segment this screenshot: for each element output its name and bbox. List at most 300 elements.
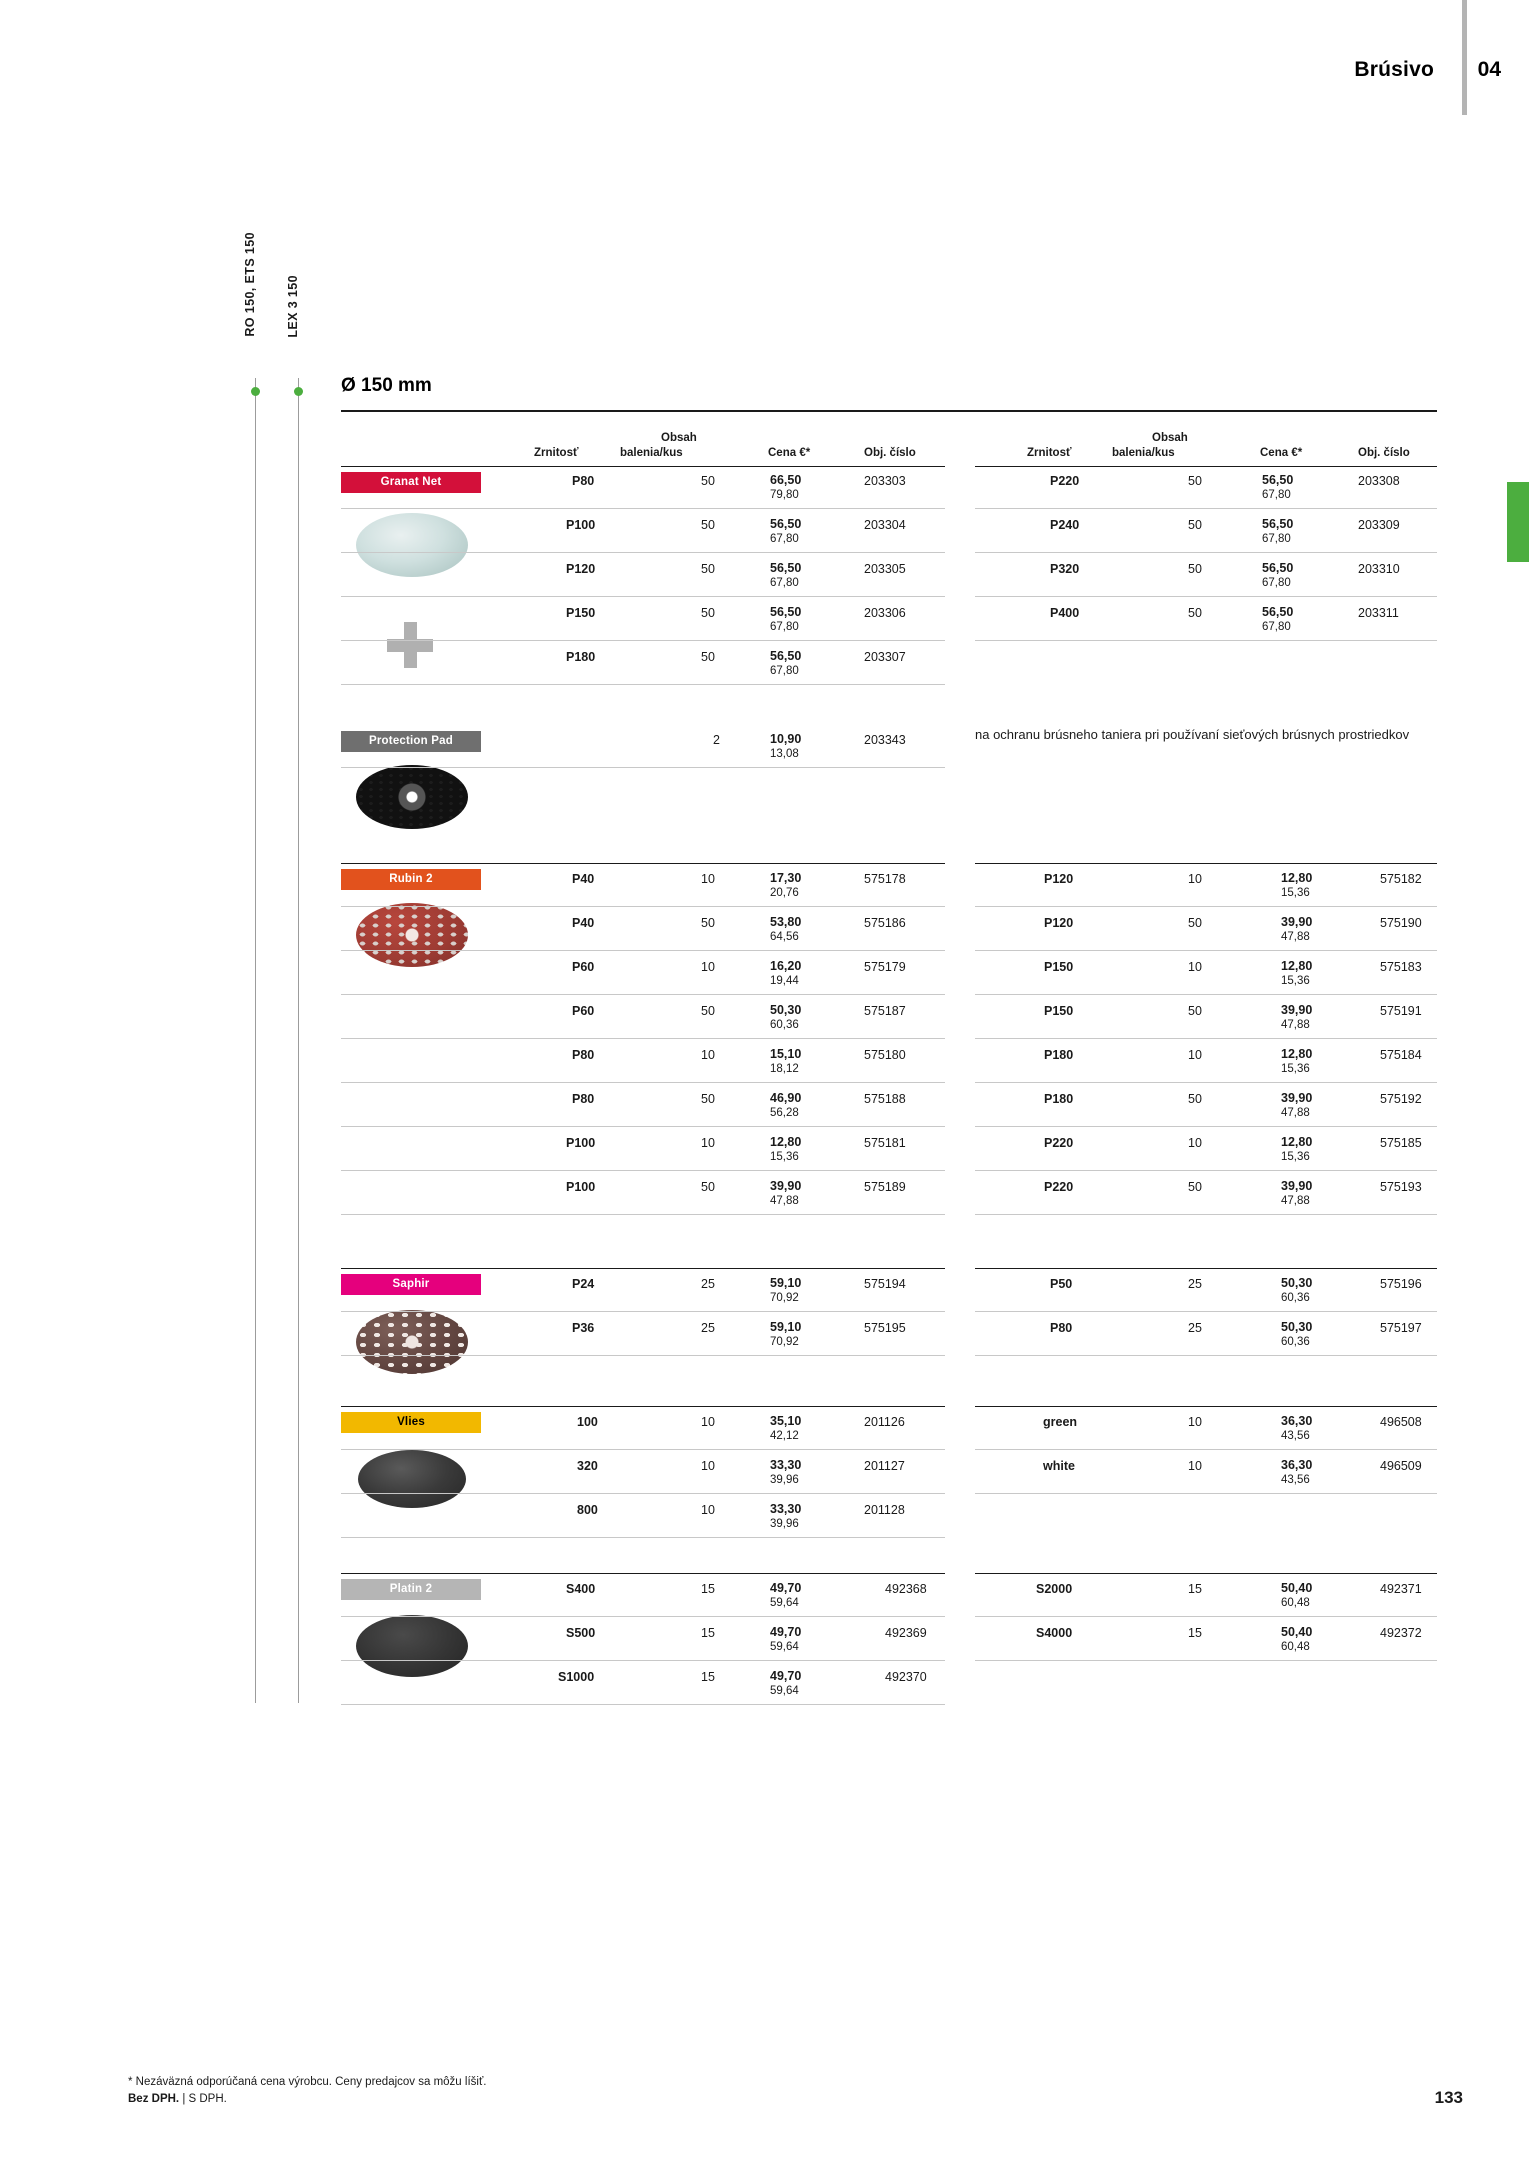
col-header-pack-l1-left: Obsah <box>661 432 697 444</box>
price-net: 59,10 <box>770 1320 802 1334</box>
row-price <box>1281 1135 1312 1164</box>
price-gross: 20,76 <box>770 887 799 899</box>
row-order: 575186 <box>864 916 906 930</box>
row-price <box>1262 473 1293 502</box>
product-image-vlies <box>358 1450 466 1508</box>
row-grit: P100 <box>566 1136 596 1150</box>
row-rule <box>975 1355 1437 1356</box>
price-gross: 67,80 <box>1262 621 1291 633</box>
footer-note <box>128 2074 486 2108</box>
row-grit: P100 <box>566 1180 596 1194</box>
price-net: 56,50 <box>1262 517 1294 531</box>
row-order: 575194 <box>864 1277 906 1291</box>
footer-vat-bold: Bez DPH. <box>128 2093 180 2105</box>
row-grit: P120 <box>1044 916 1074 930</box>
price-net: 10,90 <box>770 732 802 746</box>
row-rule <box>341 1355 945 1356</box>
price-gross: 59,64 <box>770 1641 799 1653</box>
row-price <box>770 1625 801 1654</box>
col-header-pack-l1-right: Obsah <box>1152 432 1188 444</box>
row-pack: 10 <box>1188 1136 1202 1150</box>
row-pack: 25 <box>701 1277 715 1291</box>
row-order: 203310 <box>1358 562 1400 576</box>
row-pack: 10 <box>1188 872 1202 886</box>
price-gross: 60,48 <box>1281 1597 1310 1609</box>
row-pack: 10 <box>1188 960 1202 974</box>
row-rule <box>341 552 945 553</box>
row-pack: 10 <box>1188 1459 1202 1473</box>
row-rule <box>341 1449 945 1450</box>
price-gross: 19,44 <box>770 975 799 987</box>
plus-icon <box>387 622 433 668</box>
row-rule <box>341 1537 945 1538</box>
row-order: 575191 <box>1380 1004 1422 1018</box>
product-image-platin-2 <box>356 1615 468 1677</box>
row-price <box>770 1135 801 1164</box>
price-gross: 15,36 <box>1281 1151 1310 1163</box>
row-order: 203307 <box>864 650 906 664</box>
price-gross: 67,80 <box>1262 577 1291 589</box>
price-gross: 39,96 <box>770 1518 799 1530</box>
price-net: 49,70 <box>770 1669 802 1683</box>
row-rule <box>975 1038 1437 1039</box>
row-grit: 320 <box>577 1459 598 1473</box>
price-gross: 43,56 <box>1281 1430 1310 1442</box>
row-pack: 15 <box>1188 1626 1202 1640</box>
row-order: 496509 <box>1380 1459 1422 1473</box>
row-rule <box>975 1082 1437 1083</box>
price-gross: 67,80 <box>770 577 799 589</box>
protection-pad-note: na ochranu brúsneho taniera pri používaní sieťových brúsnych prostriedkov <box>975 727 1410 742</box>
row-price <box>770 561 801 590</box>
row-order: 575197 <box>1380 1321 1422 1335</box>
row-price <box>1281 915 1312 944</box>
price-net: 17,30 <box>770 871 802 885</box>
row-pack: 50 <box>701 518 715 532</box>
machine-rule-b <box>298 378 299 1703</box>
row-price <box>770 1179 801 1208</box>
row-price <box>770 1669 801 1698</box>
row-grit: P36 <box>572 1321 595 1335</box>
row-price <box>770 1091 801 1120</box>
row-order: 575185 <box>1380 1136 1422 1150</box>
row-pack: 15 <box>701 1670 715 1684</box>
price-net: 50,40 <box>1281 1625 1313 1639</box>
price-net: 50,30 <box>770 1003 802 1017</box>
chip-platin-2: Platin 2 <box>341 1579 481 1600</box>
price-gross: 59,64 <box>770 1685 799 1697</box>
price-gross: 70,92 <box>770 1336 799 1348</box>
row-rule <box>975 1449 1437 1450</box>
row-grit: P180 <box>1044 1092 1074 1106</box>
page-title: Brúsivo <box>1354 58 1434 81</box>
price-net: 39,90 <box>1281 1179 1313 1193</box>
row-rule <box>341 1214 945 1215</box>
row-grit: P220 <box>1050 474 1080 488</box>
price-gross: 47,88 <box>1281 1019 1310 1031</box>
price-gross: 15,36 <box>770 1151 799 1163</box>
row-price <box>770 605 801 634</box>
row-rule <box>341 508 945 509</box>
row-order: 203308 <box>1358 474 1400 488</box>
price-gross: 56,28 <box>770 1107 799 1119</box>
row-grit: P400 <box>1050 606 1080 620</box>
header-accent-bar <box>1462 0 1467 115</box>
price-net: 39,90 <box>1281 1003 1313 1017</box>
row-rule <box>975 1616 1437 1617</box>
rule-group-top-right <box>975 1573 1437 1574</box>
price-net: 50,30 <box>1281 1276 1313 1290</box>
price-net: 12,80 <box>770 1135 802 1149</box>
row-price <box>770 959 801 988</box>
price-net: 12,80 <box>1281 959 1313 973</box>
row-price <box>770 473 801 502</box>
row-rule <box>341 906 945 907</box>
row-pack: 10 <box>701 1503 715 1517</box>
price-net: 39,90 <box>1281 915 1313 929</box>
row-price <box>770 1047 801 1076</box>
row-price <box>1281 1091 1312 1120</box>
row-order: 492369 <box>885 1626 927 1640</box>
row-pack: 50 <box>701 606 715 620</box>
row-order: 575187 <box>864 1004 906 1018</box>
col-header-grit-left: Zrnitosť <box>534 447 579 459</box>
price-gross: 43,56 <box>1281 1474 1310 1486</box>
price-net: 39,90 <box>1281 1091 1313 1105</box>
row-grit: P40 <box>572 916 595 930</box>
price-gross: 60,36 <box>1281 1292 1310 1304</box>
section-title: Ø 150 mm <box>341 375 432 396</box>
price-gross: 60,36 <box>770 1019 799 1031</box>
row-pack: 50 <box>1188 518 1202 532</box>
rule-group-top-right <box>975 1268 1437 1269</box>
row-pack: 15 <box>1188 1582 1202 1596</box>
price-gross: 18,12 <box>770 1063 799 1075</box>
row-rule <box>975 640 1437 641</box>
row-pack: 50 <box>1188 562 1202 576</box>
row-price <box>1281 1276 1312 1305</box>
row-pack: 25 <box>1188 1321 1202 1335</box>
price-net: 53,80 <box>770 915 802 929</box>
row-rule <box>341 994 945 995</box>
row-pack: 25 <box>1188 1277 1202 1291</box>
price-gross: 15,36 <box>1281 887 1310 899</box>
row-order: 203343 <box>864 733 906 747</box>
row-order: 575182 <box>1380 872 1422 886</box>
row-pack: 2 <box>713 733 720 747</box>
price-net: 15,10 <box>770 1047 802 1061</box>
row-pack: 50 <box>701 474 715 488</box>
price-net: 39,90 <box>770 1179 802 1193</box>
row-price <box>1262 605 1293 634</box>
row-rule <box>341 1616 945 1617</box>
row-grit: 800 <box>577 1503 598 1517</box>
product-image-saphir <box>356 1310 468 1374</box>
row-pack: 15 <box>701 1582 715 1596</box>
footer-vat-rest: | S DPH. <box>179 2093 227 2105</box>
price-gross: 47,88 <box>1281 931 1310 943</box>
chip-protection-pad: Protection Pad <box>341 731 481 752</box>
price-net: 50,40 <box>1281 1581 1313 1595</box>
row-rule <box>975 1170 1437 1171</box>
col-header-order-left: Obj. číslo <box>864 447 916 459</box>
price-gross: 47,88 <box>1281 1107 1310 1119</box>
row-price <box>1281 1179 1312 1208</box>
price-gross: 79,80 <box>770 489 799 501</box>
price-gross: 64,56 <box>770 931 799 943</box>
row-price <box>1281 1625 1312 1654</box>
row-order: 203305 <box>864 562 906 576</box>
chip-saphir: Saphir <box>341 1274 481 1295</box>
col-header-pack-l2-right: balenia/kus <box>1112 447 1175 459</box>
price-net: 49,70 <box>770 1581 802 1595</box>
col-header-grit-right: Zrnitosť <box>1027 447 1072 459</box>
row-grit: P80 <box>572 1048 595 1062</box>
row-order: 575178 <box>864 872 906 886</box>
price-net: 56,50 <box>1262 605 1294 619</box>
price-net: 56,50 <box>1262 561 1294 575</box>
row-grit: P80 <box>572 1092 595 1106</box>
row-order: 492370 <box>885 1670 927 1684</box>
row-pack: 50 <box>701 650 715 664</box>
row-pack: 15 <box>701 1626 715 1640</box>
row-grit: P150 <box>1044 1004 1074 1018</box>
row-price <box>1281 871 1312 900</box>
page-number: 133 <box>1434 2088 1463 2107</box>
row-price <box>770 517 801 546</box>
row-grit: P100 <box>566 518 596 532</box>
chip-vlies: Vlies <box>341 1412 481 1433</box>
row-pack: 50 <box>701 562 715 576</box>
row-rule <box>975 596 1437 597</box>
price-gross: 70,92 <box>770 1292 799 1304</box>
row-pack: 10 <box>701 1459 715 1473</box>
row-pack: 50 <box>1188 606 1202 620</box>
row-price <box>1281 1003 1312 1032</box>
rule-group-top-left <box>341 1268 945 1269</box>
row-grit: S1000 <box>558 1670 595 1684</box>
row-grit: P80 <box>1050 1321 1073 1335</box>
price-gross: 67,80 <box>1262 489 1291 501</box>
row-rule <box>975 950 1437 951</box>
price-net: 16,20 <box>770 959 802 973</box>
price-net: 12,80 <box>1281 871 1313 885</box>
row-rule <box>975 1660 1437 1661</box>
row-grit: P120 <box>566 562 596 576</box>
price-net: 36,30 <box>1281 1458 1313 1472</box>
row-grit: P120 <box>1044 872 1074 886</box>
row-pack: 50 <box>701 1180 715 1194</box>
col-header-pack-l2-left: balenia/kus <box>620 447 683 459</box>
row-grit: P50 <box>1050 1277 1073 1291</box>
price-net: 33,30 <box>770 1502 802 1516</box>
row-price <box>1262 517 1293 546</box>
row-rule <box>341 684 945 685</box>
price-net: 12,80 <box>1281 1047 1313 1061</box>
row-pack: 10 <box>701 1415 715 1429</box>
row-grit: P150 <box>566 606 596 620</box>
row-order: 575180 <box>864 1048 906 1062</box>
row-price <box>1281 1414 1312 1443</box>
row-price <box>1281 1458 1312 1487</box>
row-order: 201128 <box>864 1503 905 1517</box>
footer-line-1: * Nezáväzná odporúčaná cena výrobcu. Ceny predajcov sa môžu líšiť. <box>128 2076 487 2088</box>
rule-group-top-right <box>975 1406 1437 1407</box>
machine-label-ro150: RO 150, ETS 150 <box>243 232 257 337</box>
row-grit: P180 <box>1044 1048 1074 1062</box>
row-grit: P60 <box>572 1004 595 1018</box>
price-gross: 39,96 <box>770 1474 799 1486</box>
row-order: 575188 <box>864 1092 906 1106</box>
row-rule <box>975 994 1437 995</box>
price-gross: 59,64 <box>770 1597 799 1609</box>
price-net: 56,50 <box>770 649 802 663</box>
price-net: 12,80 <box>1281 1135 1313 1149</box>
price-net: 50,30 <box>1281 1320 1313 1334</box>
row-order: 203306 <box>864 606 906 620</box>
row-price <box>770 1320 801 1349</box>
row-order: 203309 <box>1358 518 1400 532</box>
row-grit: P60 <box>572 960 595 974</box>
col-header-order-right: Obj. číslo <box>1358 447 1410 459</box>
footer-line-2 <box>128 2091 486 2108</box>
row-rule <box>341 1493 945 1494</box>
row-order: 575195 <box>864 1321 906 1335</box>
row-order: 575184 <box>1380 1048 1422 1062</box>
row-pack: 10 <box>1188 1415 1202 1429</box>
row-order: 575196 <box>1380 1277 1422 1291</box>
price-net: 49,70 <box>770 1625 802 1639</box>
row-pack: 10 <box>701 872 715 886</box>
row-pack: 25 <box>701 1321 715 1335</box>
price-net: 35,10 <box>770 1414 802 1428</box>
row-grit: S500 <box>566 1626 596 1640</box>
rule-head-right <box>975 466 1437 467</box>
row-grit: white <box>1043 1459 1075 1473</box>
row-pack: 50 <box>1188 474 1202 488</box>
row-price <box>770 871 801 900</box>
machine-rule-a <box>255 378 256 1703</box>
row-price <box>770 732 801 761</box>
row-rule <box>341 1170 945 1171</box>
machine-dot-a <box>251 387 260 396</box>
row-rule <box>341 640 945 641</box>
row-rule <box>341 1082 945 1083</box>
row-pack: 50 <box>701 1004 715 1018</box>
row-grit: S4000 <box>1036 1626 1073 1640</box>
price-gross: 15,36 <box>1281 1063 1310 1075</box>
row-price <box>1281 1047 1312 1076</box>
chip-granat-net: Granat Net <box>341 472 481 493</box>
row-rule <box>975 1214 1437 1215</box>
row-order: 203304 <box>864 518 906 532</box>
row-pack: 10 <box>701 1048 715 1062</box>
row-price <box>770 1414 801 1443</box>
row-order: 575192 <box>1380 1092 1422 1106</box>
row-pack: 50 <box>701 1092 715 1106</box>
row-grit: P150 <box>1044 960 1074 974</box>
row-rule <box>341 1311 945 1312</box>
row-rule <box>341 1126 945 1127</box>
row-price <box>770 1458 801 1487</box>
price-gross: 67,80 <box>1262 533 1291 545</box>
row-order: 203311 <box>1358 606 1399 620</box>
row-grit: P180 <box>566 650 596 664</box>
price-net: 33,30 <box>770 1458 802 1472</box>
machine-dot-b <box>294 387 303 396</box>
row-order: 496508 <box>1380 1415 1422 1429</box>
row-order: 575190 <box>1380 916 1422 930</box>
price-net: 46,90 <box>770 1091 802 1105</box>
rule-head-left <box>341 466 945 467</box>
row-rule <box>975 1311 1437 1312</box>
price-gross: 42,12 <box>770 1430 799 1442</box>
row-rule <box>975 508 1437 509</box>
row-price <box>770 1003 801 1032</box>
row-rule <box>341 1704 945 1705</box>
row-grit: P220 <box>1044 1180 1074 1194</box>
rule-group-top-left <box>341 1406 945 1407</box>
price-net: 56,50 <box>770 517 802 531</box>
row-pack: 10 <box>701 960 715 974</box>
chapter-number: 04 <box>1477 58 1501 81</box>
row-rule <box>341 950 945 951</box>
chapter-side-tab <box>1507 482 1529 562</box>
row-pack: 10 <box>1188 1048 1202 1062</box>
row-price <box>1281 959 1312 988</box>
row-order: 201127 <box>864 1459 905 1473</box>
price-net: 36,30 <box>1281 1414 1313 1428</box>
price-gross: 67,80 <box>770 665 799 677</box>
row-rule <box>341 1038 945 1039</box>
price-net: 56,50 <box>1262 473 1294 487</box>
row-rule <box>341 1660 945 1661</box>
price-gross: 60,36 <box>1281 1336 1310 1348</box>
row-pack: 50 <box>701 916 715 930</box>
row-rule <box>975 1126 1437 1127</box>
row-order: 575179 <box>864 960 906 974</box>
col-header-price-right: Cena €* <box>1260 447 1303 459</box>
row-price <box>770 1502 801 1531</box>
price-gross: 47,88 <box>1281 1195 1310 1207</box>
row-price <box>770 649 801 678</box>
machine-label-lex3150: LEX 3 150 <box>286 275 300 338</box>
row-pack: 50 <box>1188 1004 1202 1018</box>
row-order: 492368 <box>885 1582 927 1596</box>
chip-rubin-2: Rubin 2 <box>341 869 481 890</box>
row-grit: P80 <box>572 474 595 488</box>
rule-group-top-right <box>975 863 1437 864</box>
price-gross: 67,80 <box>770 533 799 545</box>
price-net: 59,10 <box>770 1276 802 1290</box>
row-order: 492371 <box>1380 1582 1422 1596</box>
rule-group-top-left <box>341 863 945 864</box>
price-gross: 15,36 <box>1281 975 1310 987</box>
row-grit: 100 <box>577 1415 598 1429</box>
row-grit: S400 <box>566 1582 596 1596</box>
row-rule <box>975 552 1437 553</box>
row-rule <box>975 1493 1437 1494</box>
row-price <box>770 1276 801 1305</box>
row-grit: P240 <box>1050 518 1080 532</box>
row-rule <box>341 596 945 597</box>
rule-group-top-left <box>341 1573 945 1574</box>
product-image-rubin-2 <box>356 903 468 967</box>
row-grit: P220 <box>1044 1136 1074 1150</box>
price-net: 56,50 <box>770 561 802 575</box>
row-order: 492372 <box>1380 1626 1422 1640</box>
row-grit: green <box>1043 1415 1078 1429</box>
